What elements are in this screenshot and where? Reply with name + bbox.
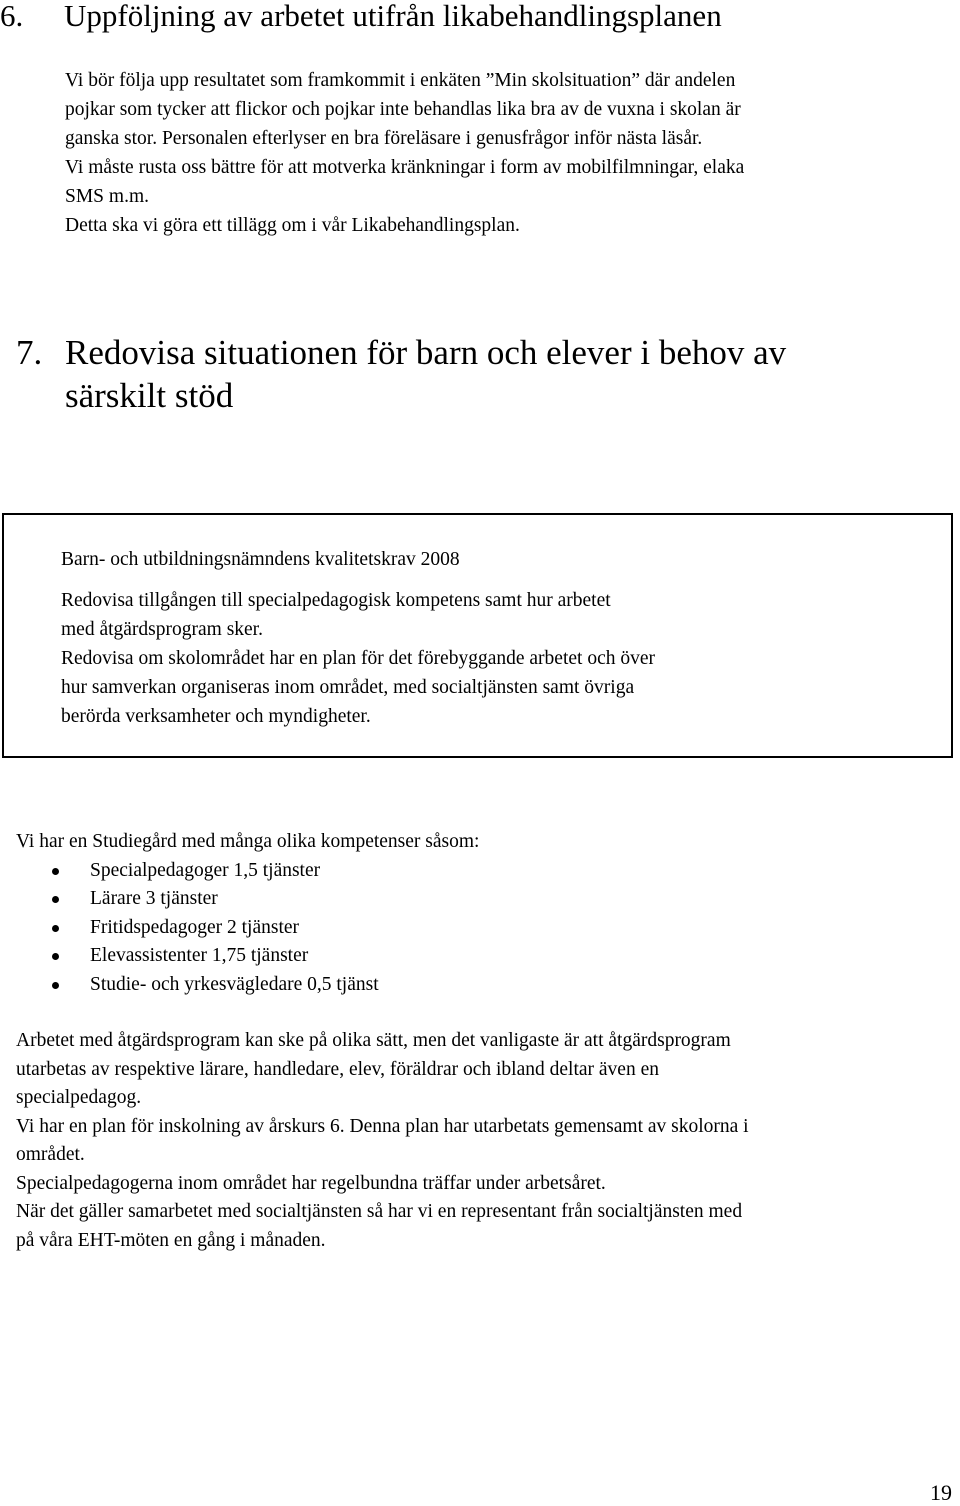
paragraph-line: specialpedagog. bbox=[16, 1087, 142, 1108]
section-6-line: Vi måste rusta oss bättre för att motverka kränkningar i form av mobilfilmningar, elaka bbox=[65, 157, 745, 178]
list-item-text: Fritidspedagoger 2 tjänster bbox=[90, 916, 300, 938]
section-6-number: 6. bbox=[0, 0, 24, 33]
section-6-line: Detta ska vi göra ett tillägg om i vår Likabehandlingsplan. bbox=[65, 215, 520, 236]
requirements-line: hur samverkan organiseras inom området, med socialtjänsten samt övriga bbox=[61, 677, 635, 698]
requirements-content bbox=[61, 545, 941, 731]
bullet-icon bbox=[52, 953, 59, 960]
requirements-line: med åtgärdsprogram sker. bbox=[61, 619, 263, 640]
bullet-icon bbox=[52, 925, 59, 932]
section-7-body bbox=[16, 828, 951, 1255]
page-number: 19 bbox=[930, 1480, 952, 1505]
section-6-line: ganska stor. Personalen efterlyser en bra föreläsare i genusfrågor inför nästa läsår. bbox=[65, 128, 703, 149]
list-item-text: Lärare 3 tjänster bbox=[90, 888, 218, 909]
list-item-text: Specialpedagoger 1,5 tjänster bbox=[90, 859, 321, 881]
bullet-icon bbox=[52, 868, 59, 875]
paragraph-line: utarbetas av respektive lärare, handledare, elev, föräldrar och ibland deltar även en bbox=[16, 1058, 659, 1080]
paragraph-line: området. bbox=[16, 1144, 85, 1165]
list-item-text: Elevassistenter 1,75 tjänster bbox=[90, 945, 309, 966]
paragraph-line: När det gäller samarbetet med socialtjänsten så har vi en representant från socialtjänsten med bbox=[16, 1201, 743, 1222]
bullet-icon bbox=[52, 982, 59, 989]
requirements-title: Barn- och utbildningsnämndens kvalitetskrav 2008 bbox=[61, 549, 460, 570]
list-item bbox=[16, 885, 951, 914]
section-6-line: SMS m.m. bbox=[65, 186, 149, 207]
section-7-heading bbox=[16, 331, 946, 417]
section-6-heading bbox=[0, 0, 722, 36]
requirements-box bbox=[2, 513, 953, 758]
section-6-title: Uppföljning av arbetet utifrån likabehandlingsplanen bbox=[64, 0, 722, 33]
competence-intro: Vi har en Studiegård med många olika kompetenser såsom: bbox=[16, 831, 480, 852]
requirements-line: Redovisa om skolområdet har en plan för det förebyggande arbetet och över bbox=[61, 648, 655, 669]
bullet-icon bbox=[52, 896, 59, 903]
list-item bbox=[16, 971, 951, 1000]
competence-list bbox=[16, 857, 951, 1000]
section-6-line: Vi bör följa upp resultatet som framkommit i enkäten ”Min skolsituation” där andelen bbox=[65, 70, 736, 91]
paragraph-line: på våra EHT-möten en gång i månaden. bbox=[16, 1229, 326, 1251]
section-6-body bbox=[65, 66, 945, 240]
paragraph-line: Arbetet med åtgärdsprogram kan ske på olika sätt, men det vanligaste är att åtgärdsprogram bbox=[16, 1030, 731, 1051]
section-7-title-line-1: Redovisa situationen för barn och elever i behov av bbox=[65, 333, 787, 372]
list-item bbox=[16, 857, 951, 886]
requirements-line: berörda verksamheter och myndigheter. bbox=[61, 706, 371, 727]
section-7-title-line-2: särskilt stöd bbox=[65, 376, 234, 415]
section-7-number: 7. bbox=[16, 333, 43, 372]
requirements-line: Redovisa tillgången till specialpedagogisk kompetens samt hur arbetet bbox=[61, 590, 611, 611]
list-item-text: Studie- och yrkesvägledare 0,5 tjänst bbox=[90, 973, 379, 995]
list-item bbox=[16, 914, 951, 943]
paragraph-line: Specialpedagogerna inom området har regelbundna träffar under arbetsåret. bbox=[16, 1172, 606, 1194]
list-item bbox=[16, 942, 951, 971]
spacer bbox=[16, 999, 951, 1027]
section-6-line: pojkar som tycker att flickor och pojkar inte behandlas lika bra av de vuxna i skolan är bbox=[65, 99, 741, 120]
paragraph-line: Vi har en plan för inskolning av årskurs 6. Denna plan har utarbetats gemensamt av skolorna i bbox=[16, 1115, 749, 1137]
